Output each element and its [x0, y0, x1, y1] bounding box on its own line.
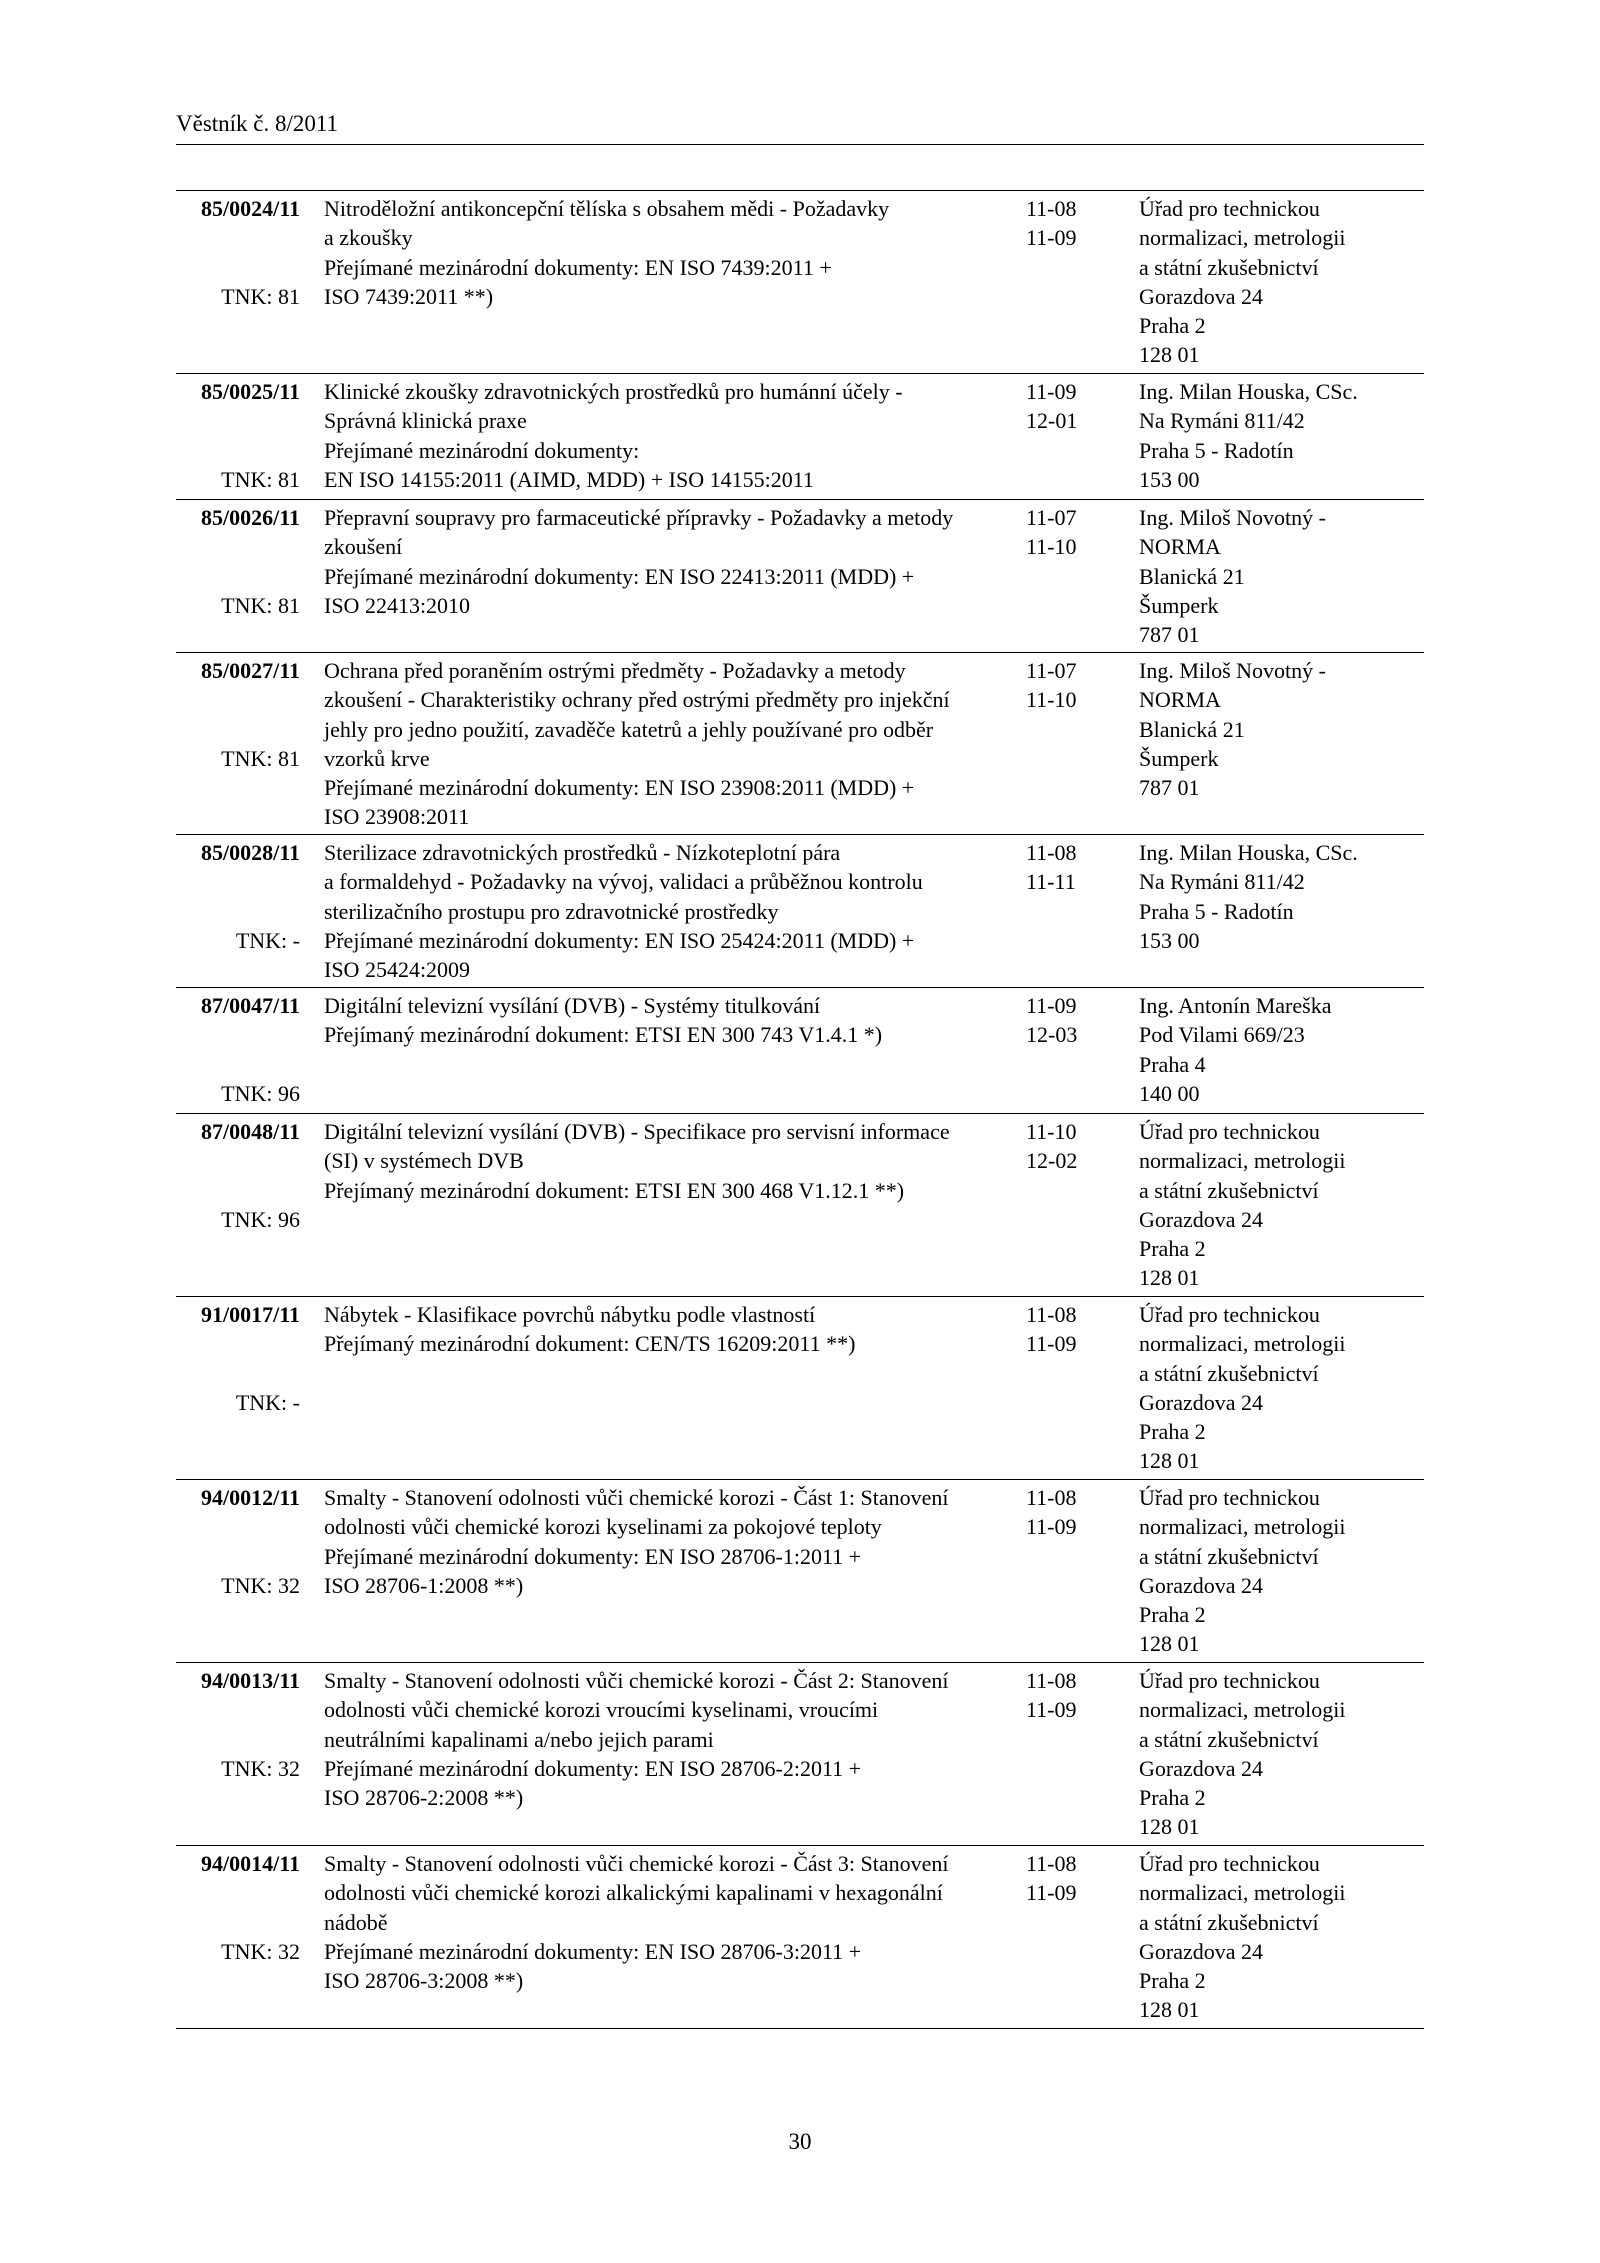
address-line: Praha 2 [1139, 1968, 1206, 1994]
title-line: Přejímané mezinárodní dokumenty: EN ISO 28706-3:2011 + [324, 1938, 862, 1964]
record-code: 85/0025/11 [200, 379, 300, 404]
record-tnk: TNK: - [235, 927, 300, 953]
record-title [300, 656, 1026, 834]
address-line: normalizaci, metrologii [1139, 225, 1346, 251]
date-start: 11-09 [1026, 993, 1077, 1018]
address-line: 128 01 [1139, 1997, 1200, 2023]
title-line: jehly pro jedno použití, zavaděče katetrů a jehly používané pro odběr [324, 716, 934, 742]
record-dates [1026, 1483, 1139, 1662]
date-start: 11-08 [1026, 840, 1077, 865]
record-code: 85/0026/11 [200, 505, 300, 530]
address-line: a státní zkušebnictví [1139, 1543, 1319, 1569]
record-id-cell [176, 991, 300, 1113]
address-line: Praha 4 [1139, 1051, 1206, 1077]
record-dates [1026, 1849, 1139, 2028]
address-line: normalizaci, metrologii [1139, 1880, 1346, 1906]
record-address [1139, 656, 1424, 834]
title-line: ISO 25424:2009 [324, 957, 471, 983]
record-code: 94/0012/11 [200, 1485, 300, 1510]
title-line: a formaldehyd - Požadavky na vývoj, validaci a průběžnou kontrolu [324, 869, 923, 895]
record-id-cell [176, 838, 300, 987]
address-line: Blanická 21 [1139, 563, 1245, 589]
address-line: 140 00 [1139, 1080, 1200, 1106]
address-line: Šumperk [1139, 592, 1219, 618]
date-end: 11-11 [1026, 869, 1076, 895]
title-line: ISO 28706-1:2008 **) [324, 1572, 524, 1598]
record-dates [1026, 1300, 1139, 1479]
record-tnk: TNK: 96 [221, 1080, 300, 1106]
title-line: Klinické zkoušky zdravotnických prostředků pro humánní účely - [324, 379, 903, 404]
record-code: 85/0028/11 [200, 840, 300, 865]
date-start: 11-10 [1026, 1119, 1077, 1144]
address-line: 128 01 [1139, 1814, 1200, 1840]
record-dates [1026, 194, 1139, 373]
address-line: 787 01 [1139, 622, 1200, 648]
record-code: 94/0014/11 [200, 1851, 300, 1876]
date-start: 11-07 [1026, 658, 1077, 683]
record-address [1139, 1117, 1424, 1296]
record-code: 87/0048/11 [200, 1119, 300, 1144]
date-end: 11-09 [1026, 225, 1077, 251]
date-start: 11-08 [1026, 1485, 1077, 1510]
record-row [176, 499, 1424, 652]
address-line: Gorazdova 24 [1139, 1389, 1264, 1415]
record-tnk: TNK: 81 [221, 745, 300, 771]
title-line: Nitroděložní antikoncepční tělíska s obsahem mědi - Požadavky [324, 196, 890, 221]
record-tnk: TNK: 81 [221, 466, 300, 492]
record-id-cell [176, 1117, 300, 1296]
title-line: Přejímaný mezinárodní dokument: ETSI EN 300 743 V1.4.1 *) [324, 1022, 883, 1048]
record-row [176, 191, 1424, 373]
date-start: 11-09 [1026, 379, 1077, 404]
address-line: Gorazdova 24 [1139, 1938, 1264, 1964]
title-line: ISO 28706-3:2008 **) [324, 1968, 524, 1994]
address-line: 153 00 [1139, 466, 1200, 492]
record-row [176, 652, 1424, 834]
record-title [300, 377, 1026, 499]
title-line: EN ISO 14155:2011 (AIMD, MDD) + ISO 14155:2011 [324, 466, 814, 492]
record-code: 87/0047/11 [200, 993, 300, 1018]
address-line: a státní zkušebnictví [1139, 1909, 1319, 1935]
address-line: Gorazdova 24 [1139, 283, 1264, 309]
date-start: 11-07 [1026, 505, 1077, 530]
record-title [300, 194, 1026, 373]
title-line: odolnosti vůči chemické korozi vroucími kyselinami, vroucími [324, 1697, 879, 1723]
date-end: 11-09 [1026, 1880, 1077, 1906]
title-line: Přejímané mezinárodní dokumenty: [324, 437, 640, 463]
address-line: NORMA [1139, 687, 1221, 713]
title-line: Přejímané mezinárodní dokumenty: EN ISO 22413:2011 (MDD) + [324, 563, 915, 589]
address-line: Úřad pro technickou [1139, 1668, 1320, 1693]
record-title [300, 503, 1026, 652]
page-header [176, 110, 1424, 145]
record-dates [1026, 503, 1139, 652]
address-line: Gorazdova 24 [1139, 1572, 1264, 1598]
address-line: Ing. Antonín Mareška [1139, 993, 1332, 1018]
address-line: Ing. Miloš Novotný - [1139, 658, 1326, 683]
address-line: Praha 2 [1139, 313, 1206, 339]
record-row [176, 834, 1424, 987]
address-line: 128 01 [1139, 1631, 1200, 1657]
record-address [1139, 377, 1424, 499]
standards-list [176, 190, 1424, 2029]
title-line: vzorků krve [324, 745, 430, 771]
address-line: NORMA [1139, 534, 1221, 560]
record-row [176, 1296, 1424, 1479]
title-line: Přejímané mezinárodní dokumenty: EN ISO 23908:2011 (MDD) + [324, 775, 915, 801]
record-id-cell [176, 656, 300, 834]
address-line: Praha 5 - Radotín [1139, 898, 1294, 924]
address-line: Praha 2 [1139, 1236, 1206, 1262]
record-tnk: TNK: 32 [221, 1755, 300, 1781]
date-end: 11-10 [1026, 687, 1077, 713]
record-code: 94/0013/11 [200, 1668, 300, 1693]
date-end: 11-09 [1026, 1331, 1077, 1357]
date-end: 11-09 [1026, 1514, 1077, 1540]
title-line: Sterilizace zdravotnických prostředků - Nízkoteplotní pára [324, 840, 841, 865]
address-line: Pod Vilami 669/23 [1139, 1022, 1305, 1048]
address-line: a státní zkušebnictví [1139, 1726, 1319, 1752]
address-line: Úřad pro technickou [1139, 1485, 1320, 1510]
address-line: 153 00 [1139, 927, 1200, 953]
address-line: 787 01 [1139, 775, 1200, 801]
record-tnk: TNK: - [235, 1389, 300, 1415]
record-tnk: TNK: 32 [221, 1572, 300, 1598]
record-id-cell [176, 1300, 300, 1479]
record-tnk: TNK: 81 [221, 283, 300, 309]
date-end: 12-01 [1026, 408, 1078, 434]
record-address [1139, 1300, 1424, 1479]
address-line: Gorazdova 24 [1139, 1755, 1264, 1781]
record-address [1139, 194, 1424, 373]
address-line: Praha 2 [1139, 1602, 1206, 1628]
record-tnk: TNK: 32 [221, 1938, 300, 1964]
record-title [300, 1117, 1026, 1296]
title-line: Smalty - Stanovení odolnosti vůči chemické korozi - Část 3: Stanovení [324, 1851, 949, 1876]
title-line: odolnosti vůči chemické korozi alkalickými kapalinami v hexagonální [324, 1880, 943, 1906]
title-line: Přejímaný mezinárodní dokument: CEN/TS 16209:2011 **) [324, 1331, 856, 1357]
title-line: Nábytek - Klasifikace povrchů nábytku podle vlastností [324, 1302, 816, 1327]
address-line: 128 01 [1139, 1448, 1200, 1474]
title-line: Přejímané mezinárodní dokumenty: EN ISO 7439:2011 + [324, 254, 832, 280]
title-line: nádobě [324, 1909, 388, 1935]
record-row [176, 1845, 1424, 2028]
title-line: a zkoušky [324, 225, 413, 251]
date-end: 11-10 [1026, 534, 1077, 560]
title-line: zkoušení [324, 534, 403, 560]
record-address [1139, 503, 1424, 652]
record-tnk: TNK: 96 [221, 1206, 300, 1232]
title-line: zkoušení - Charakteristiky ochrany před ostrými předměty pro injekční [324, 687, 950, 713]
record-row [176, 1662, 1424, 1845]
record-code: 85/0024/11 [200, 196, 300, 221]
record-title [300, 1483, 1026, 1662]
address-line: normalizaci, metrologii [1139, 1514, 1346, 1540]
title-line: neutrálními kapalinami a/nebo jejich parami [324, 1726, 714, 1752]
title-line: ISO 22413:2010 [324, 592, 471, 618]
date-end: 11-09 [1026, 1697, 1077, 1723]
record-dates [1026, 991, 1139, 1113]
address-line: a státní zkušebnictví [1139, 1177, 1319, 1203]
date-start: 11-08 [1026, 1851, 1077, 1876]
address-line: Na Rymáni 811/42 [1139, 408, 1305, 434]
title-line: Přejímaný mezinárodní dokument: ETSI EN 300 468 V1.12.1 **) [324, 1177, 905, 1203]
address-line: normalizaci, metrologii [1139, 1148, 1346, 1174]
record-title [300, 1849, 1026, 2028]
record-address [1139, 838, 1424, 987]
record-dates [1026, 1117, 1139, 1296]
address-line: 128 01 [1139, 1265, 1200, 1291]
record-id-cell [176, 377, 300, 499]
title-line: Digitální televizní vysílání (DVB) - Specifikace pro servisní informace [324, 1119, 950, 1144]
record-dates [1026, 377, 1139, 499]
address-line: Úřad pro technickou [1139, 1302, 1320, 1327]
title-line: Digitální televizní vysílání (DVB) - Systémy titulkování [324, 993, 821, 1018]
address-line: a státní zkušebnictví [1139, 254, 1319, 280]
title-line: Smalty - Stanovení odolnosti vůči chemické korozi - Část 2: Stanovení [324, 1668, 949, 1693]
address-line: Praha 2 [1139, 1785, 1206, 1811]
address-line: Blanická 21 [1139, 716, 1245, 742]
address-line: Úřad pro technickou [1139, 196, 1320, 221]
title-line: Přejímané mezinárodní dokumenty: EN ISO 28706-2:2011 + [324, 1755, 862, 1781]
record-id-cell [176, 194, 300, 373]
address-line: a státní zkušebnictví [1139, 1360, 1319, 1386]
record-id-cell [176, 503, 300, 652]
date-end: 12-02 [1026, 1148, 1078, 1174]
title-line: sterilizačního prostupu pro zdravotnické prostředky [324, 898, 779, 924]
address-line: Praha 5 - Radotín [1139, 437, 1294, 463]
record-id-cell [176, 1483, 300, 1662]
address-line: normalizaci, metrologii [1139, 1331, 1346, 1357]
date-start: 11-08 [1026, 1668, 1077, 1693]
page-number: 30 [788, 2129, 812, 2154]
title-line: ISO 7439:2011 **) [324, 283, 494, 309]
record-tnk: TNK: 81 [221, 592, 300, 618]
address-line: Ing. Miloš Novotný - [1139, 505, 1326, 530]
title-line: (SI) v systémech DVB [324, 1148, 524, 1174]
record-row [176, 987, 1424, 1113]
date-start: 11-08 [1026, 1302, 1077, 1327]
record-dates [1026, 656, 1139, 834]
record-address [1139, 991, 1424, 1113]
record-address [1139, 1849, 1424, 2028]
title-line: Přepravní soupravy pro farmaceutické přípravky - Požadavky a metody [324, 505, 954, 530]
address-line: Gorazdova 24 [1139, 1206, 1264, 1232]
record-code: 85/0027/11 [200, 658, 300, 683]
record-title [300, 1666, 1026, 1845]
title-line: Přejímané mezinárodní dokumenty: EN ISO 28706-1:2011 + [324, 1543, 862, 1569]
title-line: Správná klinická praxe [324, 408, 527, 434]
record-address [1139, 1483, 1424, 1662]
address-line: normalizaci, metrologii [1139, 1697, 1346, 1723]
record-id-cell [176, 1849, 300, 2028]
record-address [1139, 1666, 1424, 1845]
address-line: Praha 2 [1139, 1419, 1206, 1445]
date-start: 11-08 [1026, 196, 1077, 221]
journal-title: Věstník č. 8/2011 [176, 111, 339, 136]
address-line: Úřad pro technickou [1139, 1119, 1320, 1144]
record-row [176, 1479, 1424, 1662]
title-line: ISO 23908:2011 [324, 804, 470, 830]
address-line: 128 01 [1139, 342, 1200, 368]
record-id-cell [176, 1666, 300, 1845]
record-code: 91/0017/11 [200, 1302, 300, 1327]
record-title [300, 838, 1026, 987]
record-row [176, 1113, 1424, 1296]
address-line: Úřad pro technickou [1139, 1851, 1320, 1876]
address-line: Na Rymáni 811/42 [1139, 869, 1305, 895]
record-dates [1026, 1666, 1139, 1845]
title-line: ISO 28706-2:2008 **) [324, 1785, 524, 1811]
title-line: Smalty - Stanovení odolnosti vůči chemické korozi - Část 1: Stanovení [324, 1485, 949, 1510]
record-dates [1026, 838, 1139, 987]
record-title [300, 991, 1026, 1113]
title-line: odolnosti vůči chemické korozi kyselinami za pokojové teploty [324, 1514, 882, 1540]
date-end: 12-03 [1026, 1022, 1078, 1048]
record-row [176, 373, 1424, 499]
address-line: Šumperk [1139, 745, 1219, 771]
address-line: Ing. Milan Houska, CSc. [1139, 840, 1358, 865]
address-line: Ing. Milan Houska, CSc. [1139, 379, 1358, 404]
title-line: Přejímané mezinárodní dokumenty: EN ISO 25424:2011 (MDD) + [324, 927, 915, 953]
title-line: Ochrana před poraněním ostrými předměty - Požadavky a metody [324, 658, 906, 683]
record-title [300, 1300, 1026, 1479]
